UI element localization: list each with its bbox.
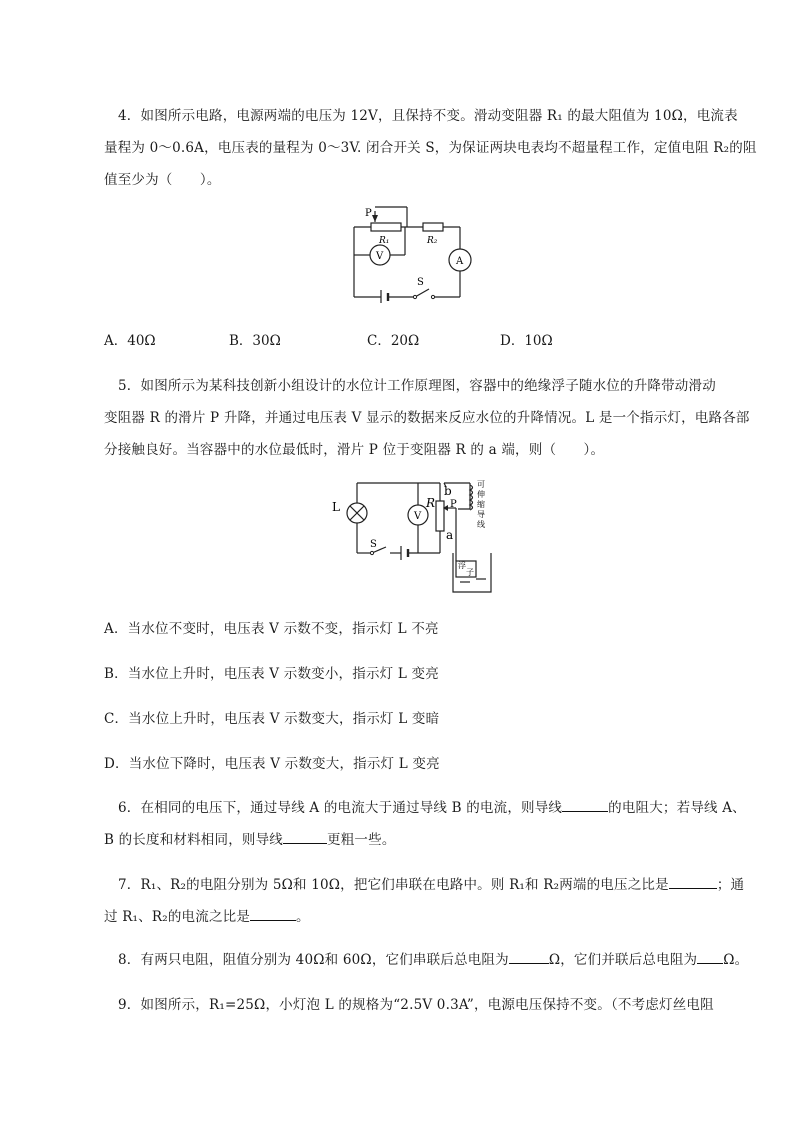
q9-line-1: 9．如图所示，R₁=25Ω，小灯泡 L 的规格为“2.5V 0.3A”，电源电压保持不变。（不考虑灯丝电阻 [118, 997, 714, 1013]
q5-option-b: B．当水位上升时，电压表 V 示数变小，指示灯 L 变亮 [104, 666, 439, 682]
q7-text-1b: ；通 [716, 877, 745, 893]
q5-label-b: b [444, 484, 452, 498]
q6-line-2 [104, 828, 396, 848]
q8-blank-1[interactable] [509, 951, 549, 964]
q7-blank-2[interactable] [250, 908, 296, 921]
q5-label-l: L [332, 500, 340, 514]
q5-line-3: 分接触良好。当容器中的水位最低时，滑片 P 位于变阻器 R 的 a 端，则（ ）。 [104, 442, 605, 458]
q4-label-r2: R₂ [427, 236, 438, 246]
q5-line-2: 变阻器 R 的滑片 P 升降，并通过电压表 V 显示的数据来反应水位的升降情况。L 是一个指示灯，电路各部 [104, 410, 750, 426]
q6-text-1a: 6．在相同的电压下，通过导线 A 的电流大于通过导线 B 的电流，则导线 [118, 800, 563, 816]
q5-label-s: S [370, 539, 377, 550]
q5-wire-char-3: 缩 [477, 500, 485, 509]
q4-label-s: S [417, 277, 424, 288]
q8-text-a: 8．有两只电阻，阻值分别为 40Ω和 60Ω，它们串联后总电阻为 [118, 952, 509, 968]
q5-label-p: P [450, 499, 457, 510]
q7-line-1 [118, 873, 744, 893]
q5-circuit-diagram [330, 475, 500, 597]
q4-option-d: D．10Ω [500, 333, 553, 349]
q4-label-v: V [376, 251, 384, 262]
q4-r2-resistor [423, 223, 443, 231]
q5-wire-char-2: 伸 [477, 490, 485, 499]
q5-float-char-2: 子 [466, 568, 474, 577]
q4-switch-contact-left [413, 295, 416, 298]
q5-wire-char-5: 线 [477, 520, 485, 529]
q4-r1-resistor [371, 223, 401, 231]
q5-option-d: D．当水位下降时，电压表 V 示数变大，指示灯 L 变亮 [104, 756, 440, 772]
q4-option-c: C．20Ω [367, 333, 420, 349]
q4-line-2: 量程为 0～0.6A，电压表的量程为 0～3V. 闭合开关 S，为保证两块电表均不超量程工作，定值电阻 R₂的阻 [104, 140, 757, 156]
q6-text-2a: B 的长度和材料相同，则导线 [104, 832, 284, 848]
q4-slider-arrow [372, 215, 378, 222]
q5-float-char-1: 浮 [458, 561, 466, 570]
q7-text-1a: 7．R₁、R₂的电阻分别为 5Ω和 10Ω，把它们串联在电路中。则 R₁和 R₂两端的电压之比是 [118, 877, 669, 893]
q6-line-1 [118, 796, 746, 816]
q4-label-a: A [456, 256, 464, 267]
q5-option-a: A．当水位不变时，电压表 V 示数不变，指示灯 L 不亮 [104, 621, 439, 637]
q5-label-a: a [446, 528, 454, 542]
q5-label-v: V [414, 511, 422, 522]
q6-text-2b: 更粗一些。 [327, 832, 396, 848]
q8-line [118, 948, 748, 968]
q6-blank-1[interactable] [562, 799, 608, 812]
q7-text-2b: 。 [296, 909, 310, 925]
q8-text-b: Ω，它们并联后总电阻为 [548, 952, 698, 968]
q4-option-a: A．40Ω [104, 333, 156, 349]
q4-label-r1: R₁ [379, 236, 390, 246]
q4-switch-blade [415, 289, 429, 297]
q4-line-1: 4．如图所示电路，电源两端的电压为 12V，且保持不变。滑动变阻器 R₁ 的最大阻值为 10Ω，电流表 [118, 108, 738, 124]
q5-switch-contact [370, 551, 373, 554]
q7-line-2 [104, 905, 310, 925]
q5-rheostat [436, 501, 444, 531]
q4-label-p: P [365, 208, 372, 219]
q7-text-2a: 过 R₁、R₂的电流之比是 [104, 909, 251, 925]
q5-option-c: C．当水位上升时，电压表 V 示数变大，指示灯 L 变暗 [104, 711, 440, 727]
q4-line-3: 值至少为（ ）。 [104, 172, 221, 188]
q5-wire-char-4: 导 [477, 510, 485, 519]
q4-option-b: B．30Ω [229, 333, 281, 349]
q6-blank-2[interactable] [283, 831, 327, 844]
q5-label-r: R [426, 496, 436, 510]
q6-text-1b: 的电阻大；若导线 A、 [608, 800, 746, 816]
q8-text-c: Ω。 [723, 952, 749, 968]
q5-line-1: 5．如图所示为某科技创新小组设计的水位计工作原理图，容器中的绝缘浮子随水位的升降带动滑动 [118, 378, 716, 394]
q7-blank-1[interactable] [669, 876, 717, 889]
q4-switch-contact-right [431, 295, 434, 298]
q8-blank-2[interactable] [697, 951, 723, 964]
q5-wire-char-1: 可 [477, 480, 485, 489]
q4-circuit-diagram [345, 203, 475, 303]
